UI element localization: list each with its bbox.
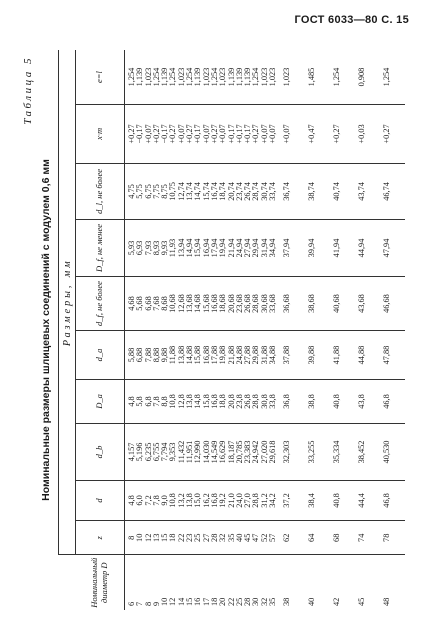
table-cell: 39,88 — [305, 331, 330, 379]
table-cell: 37,2 — [280, 480, 305, 520]
group-header: Размеры, мм — [59, 50, 76, 555]
table-cell: 46,68 — [380, 276, 405, 331]
table-cell: 4,8 5,8 6,8 7,8 8,8 10,8 12,8 13,8 14,8 15,8 16,8 18,8 20,8 23,8 26,8 28,8 30,8 33,8 — [125, 379, 281, 423]
table-cell: 41,94 — [330, 220, 355, 277]
table-cell: 38,4 — [305, 480, 330, 520]
col-header-z: z — [76, 521, 125, 555]
col-header-d: d — [76, 480, 125, 520]
table-cell: 4,157 5,196 6,235 6,755 7,794 9,353 11,432 11,951 12,990 14,030 14,549 16,629 18,187 20,785 23,383 24,942 27,020 29,618 — [125, 424, 281, 481]
table-cell: 40,68 — [330, 276, 355, 331]
col-header-Da: D_a — [76, 379, 125, 423]
table-row — [125, 50, 281, 610]
table-cell: 5,88 6,88 7,88 8,88 9,88 11,88 13,88 14,88 15,88 16,88 17,88 19,88 21,88 24,88 27,88 29,88 31,88 34,88 — [125, 331, 281, 379]
dimensions-table — [58, 50, 405, 610]
table-cell: +0,27 — [380, 105, 405, 164]
col-header-df: d_f, не более — [76, 276, 125, 331]
table-cell: 36,68 — [280, 276, 305, 331]
table-cell: 1,023 — [280, 50, 305, 105]
table-cell: 40,530 — [380, 424, 405, 481]
table-cell: 38,74 — [305, 163, 330, 220]
table-cell: +0,03 — [355, 105, 380, 164]
table-cell: 43,8 — [355, 379, 380, 423]
table-cell: 1,254 — [330, 50, 355, 105]
table-cell: 62 — [280, 521, 305, 555]
table-cell: 4,8 6,0 7,2 7,8 9,0 10,8 13,2 13,8 15,0 16,2 16,8 19,2 21,0 24,0 27,0 28,8 31,2 34,2 — [125, 480, 281, 520]
col-header-da: d_a — [76, 331, 125, 379]
table-cell: 38,452 — [355, 424, 380, 481]
table-cell: 33,255 — [305, 424, 330, 481]
col-header-xm: x·m — [76, 105, 125, 164]
header-spacer — [59, 555, 76, 610]
table-cell: 37,88 — [280, 331, 305, 379]
table-cell: 37,94 — [280, 220, 305, 277]
table-cell: 47,88 — [380, 331, 405, 379]
table-cell: 74 — [355, 521, 380, 555]
table-cell: 35,334 — [330, 424, 355, 481]
table-cell: 68 — [330, 521, 355, 555]
table-cell: 1,254 1,139 1,023 1,254 1,139 1,254 1,023 1,254 1,139 1,023 1,254 1,023 1,139 1,139 1,139 1,254 1,023 1,023 — [125, 50, 281, 105]
table-cell: 38 — [282, 597, 292, 606]
table-row — [380, 50, 405, 610]
table-cell: 4,75 5,75 6,75 7,75 8,75 10,75 12,74 13,74 14,74 15,74 16,74 18,74 20,74 23,74 26,74 28,74 30,74 33,74 — [125, 163, 281, 220]
table-row — [330, 50, 355, 610]
rotated-table-block — [14, 50, 394, 610]
table-cell: 44,94 — [355, 220, 380, 277]
table-cell: 40,8 — [330, 379, 355, 423]
table-cell: 40,8 — [330, 480, 355, 520]
table-caption: Номинальные размеры шлицевых соединений с модулем 0,6 мм — [40, 159, 52, 501]
col-header-Df: D_f, не менее — [76, 220, 125, 277]
table-cell: +0,47 — [305, 105, 330, 164]
table-row — [305, 50, 330, 610]
table-cell: 48 — [382, 597, 392, 606]
table-cell: 44,4 — [355, 480, 380, 520]
col-header-db: d_b — [76, 424, 125, 481]
table-cell: 43,74 — [355, 163, 380, 220]
table-cell: 1,485 — [305, 50, 330, 105]
table-cell: 44,88 — [355, 331, 380, 379]
table-cell: 36,8 — [280, 379, 305, 423]
table-cell: 45 — [357, 597, 367, 606]
table-cell: 46,8 — [380, 379, 405, 423]
table-cell: 42 — [332, 597, 342, 606]
table-cell: 64 — [305, 521, 330, 555]
table-row — [355, 50, 380, 610]
col-header-dl: d_l, не более — [76, 163, 125, 220]
table-cell: 40,74 — [330, 163, 355, 220]
table-cell: 4,68 5,68 6,68 7,68 8,68 10,68 12,68 13,68 14,68 15,68 16,68 18,68 20,68 23,68 26,68 28,68 30,68 33,68 — [125, 276, 281, 331]
table-cell: 39,94 — [305, 220, 330, 277]
table-cell: 40 — [307, 597, 317, 606]
table-cell: 38,68 — [305, 276, 330, 331]
table-label: Таблица 5 — [22, 56, 34, 125]
table-cell: 43,68 — [355, 276, 380, 331]
table-cell: 78 — [380, 521, 405, 555]
table-cell: +0,27 — [330, 105, 355, 164]
col-header-e: e=l — [76, 50, 125, 105]
table-cell: 46,74 — [380, 163, 405, 220]
col-header-nominal-diameter: Номинальный диаметр D — [76, 555, 125, 610]
column-header-row — [76, 50, 125, 610]
table-cell: 41,88 — [330, 331, 355, 379]
table-cell: 38,8 — [305, 379, 330, 423]
table-cell: 47,94 — [380, 220, 405, 277]
table-cell: 36,74 — [280, 163, 305, 220]
table-cell: +0,27 −0,17 +0,07 +0,27 −0,17 +0,27 +0,07 +0,27 +0,17 +0,07 +0,27 +0,07 +0,17 +0,17 +0,17 +0,27 +0,07 +0,07 — [125, 105, 281, 164]
table-cell: +0,07 — [280, 105, 305, 164]
table-cell: 8 10 12 13 15 18 22 23 25 27 28 32 35 40 45 47 52 57 — [125, 521, 281, 555]
table-cell: 1,254 — [380, 50, 405, 105]
table-row — [280, 50, 305, 610]
table-cell: 6 7 8 9 10 12 14 15 16 17 18 20 22 25 28 30 32 35 — [127, 597, 278, 606]
page-header: ГОСТ 6033—80 С. 15 — [294, 14, 409, 26]
table-cell: 0,908 — [355, 50, 380, 105]
table-cell: 5,93 6,93 7,93 8,93 9,93 11,93 13,94 14,94 15,94 16,94 17,94 19,94 21,94 24,94 27,94 29,94 31,94 34,94 — [125, 220, 281, 277]
table-cell: 32,303 — [280, 424, 305, 481]
table-cell: 46,8 — [380, 480, 405, 520]
